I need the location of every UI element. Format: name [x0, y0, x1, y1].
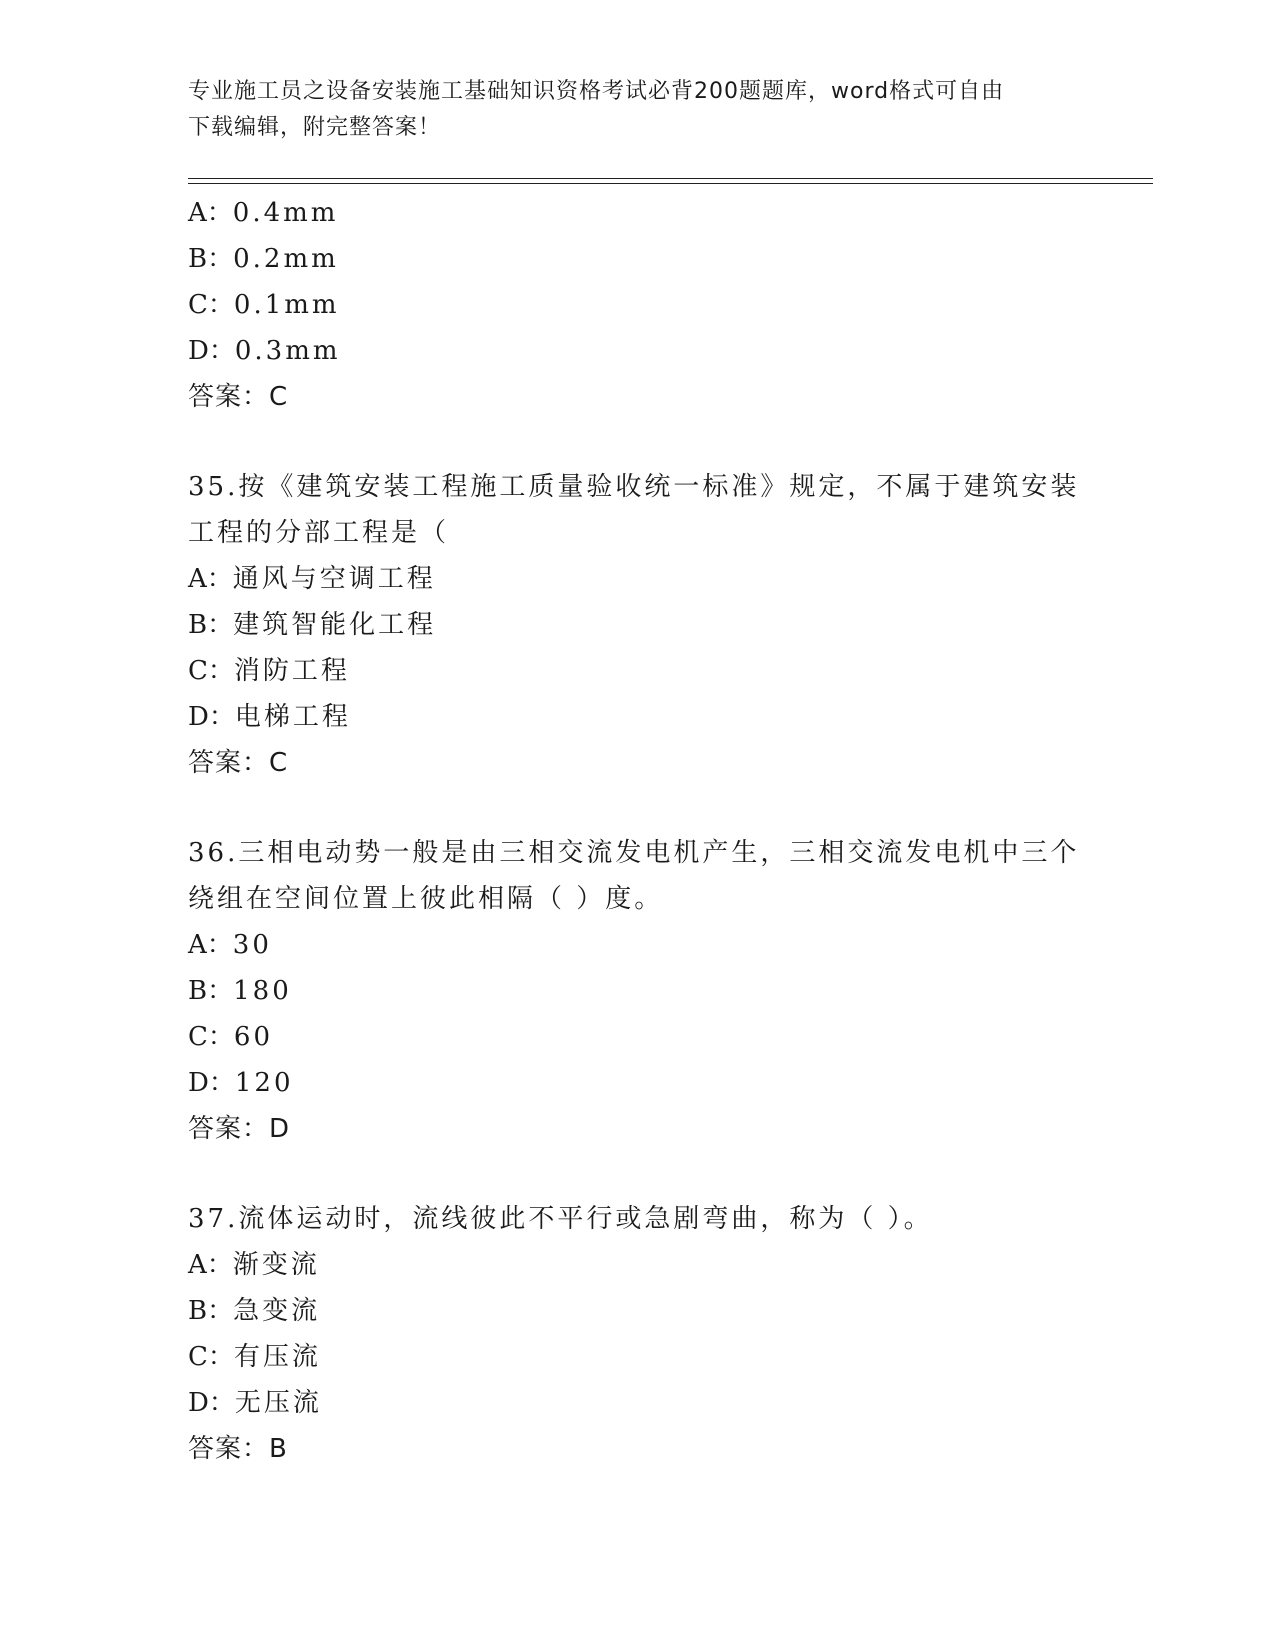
- option-text: 有压流: [233, 1342, 321, 1372]
- option-text: 60: [233, 1022, 273, 1052]
- option-label: C：: [188, 656, 234, 686]
- question-text: 35.按《建筑安装工程施工质量验收统一标准》规定，不属于建筑安装: [188, 472, 1080, 502]
- option-label: B：: [188, 244, 234, 274]
- option-text: 无压流: [234, 1388, 322, 1418]
- option-text: 0.3mm: [234, 336, 341, 366]
- answer-option: [188, 556, 1088, 602]
- option-text: 急变流: [233, 1296, 321, 1326]
- answer-option: [188, 1060, 1088, 1106]
- option-label: A：: [188, 564, 233, 594]
- option-label: C：: [188, 1022, 234, 1052]
- question-text: 绕组在空间位置上彼此相隔（ ）度。: [188, 884, 664, 914]
- block-spacer: [188, 1152, 1088, 1196]
- question-text: 37.流体运动时，流线彼此不平行或急剧弯曲，称为（ ）。: [188, 1204, 933, 1234]
- answer-option: [188, 1242, 1088, 1288]
- option-label: C：: [188, 1342, 234, 1372]
- header-rule-top: [188, 178, 1153, 179]
- option-label: D：: [188, 336, 235, 366]
- option-text: 通风与空调工程: [232, 564, 436, 594]
- option-label: B：: [188, 976, 234, 1006]
- answer-option: [188, 1014, 1088, 1060]
- answer-option: [188, 648, 1088, 694]
- option-text: 0.4mm: [232, 198, 339, 228]
- block-spacer: [188, 420, 1088, 464]
- option-label: D：: [188, 702, 235, 732]
- answer-key: 答案：B: [188, 1434, 288, 1464]
- answer-option: [188, 1334, 1088, 1380]
- answer-key: 答案：C: [188, 748, 289, 778]
- option-text: 电梯工程: [234, 702, 351, 732]
- option-text: 渐变流: [232, 1250, 320, 1280]
- question-text: 36.三相电动势一般是由三相交流发电机产生，三相交流发电机中三个: [188, 838, 1080, 868]
- option-label: A：: [188, 1250, 233, 1280]
- header-rule-bottom: [188, 183, 1153, 184]
- answer-option: [188, 190, 1088, 236]
- question-list: [188, 190, 1088, 1472]
- option-text: 消防工程: [233, 656, 350, 686]
- header-line-1: 专业施工员之设备安装施工基础知识资格考试必背200题题库，word格式可自由: [188, 79, 1005, 104]
- answer-option: [188, 328, 1088, 374]
- answer-key: 答案：C: [188, 382, 289, 412]
- header-line-2: 下载编辑，附完整答案！: [188, 115, 442, 140]
- option-text: 180: [233, 976, 292, 1006]
- answer-key: 答案：D: [188, 1114, 291, 1144]
- question-block: [188, 1152, 1088, 1472]
- answer-option: [188, 602, 1088, 648]
- question-block: [188, 420, 1088, 786]
- block-spacer: [188, 786, 1088, 830]
- option-text: 0.1mm: [233, 290, 340, 320]
- answer-option: [188, 922, 1088, 968]
- answer-option: [188, 1380, 1088, 1426]
- option-text: 0.2mm: [233, 244, 339, 274]
- option-label: B：: [188, 610, 234, 640]
- answer-option: [188, 236, 1088, 282]
- answer-option: [188, 968, 1088, 1014]
- option-label: A：: [188, 198, 233, 228]
- question-block: [188, 190, 1088, 420]
- question-text: 工程的分部工程是（: [188, 518, 450, 548]
- answer-option: [188, 282, 1088, 328]
- option-label: B：: [188, 1296, 234, 1326]
- option-text: 30: [232, 930, 272, 960]
- option-text: 建筑智能化工程: [233, 610, 437, 640]
- document-header: [188, 74, 1068, 146]
- option-label: C：: [188, 290, 234, 320]
- option-label: A：: [188, 930, 233, 960]
- option-label: D：: [188, 1068, 235, 1098]
- question-block: [188, 786, 1088, 1152]
- option-text: 120: [234, 1068, 294, 1098]
- answer-option: [188, 694, 1088, 740]
- answer-option: [188, 1288, 1088, 1334]
- option-label: D：: [188, 1388, 235, 1418]
